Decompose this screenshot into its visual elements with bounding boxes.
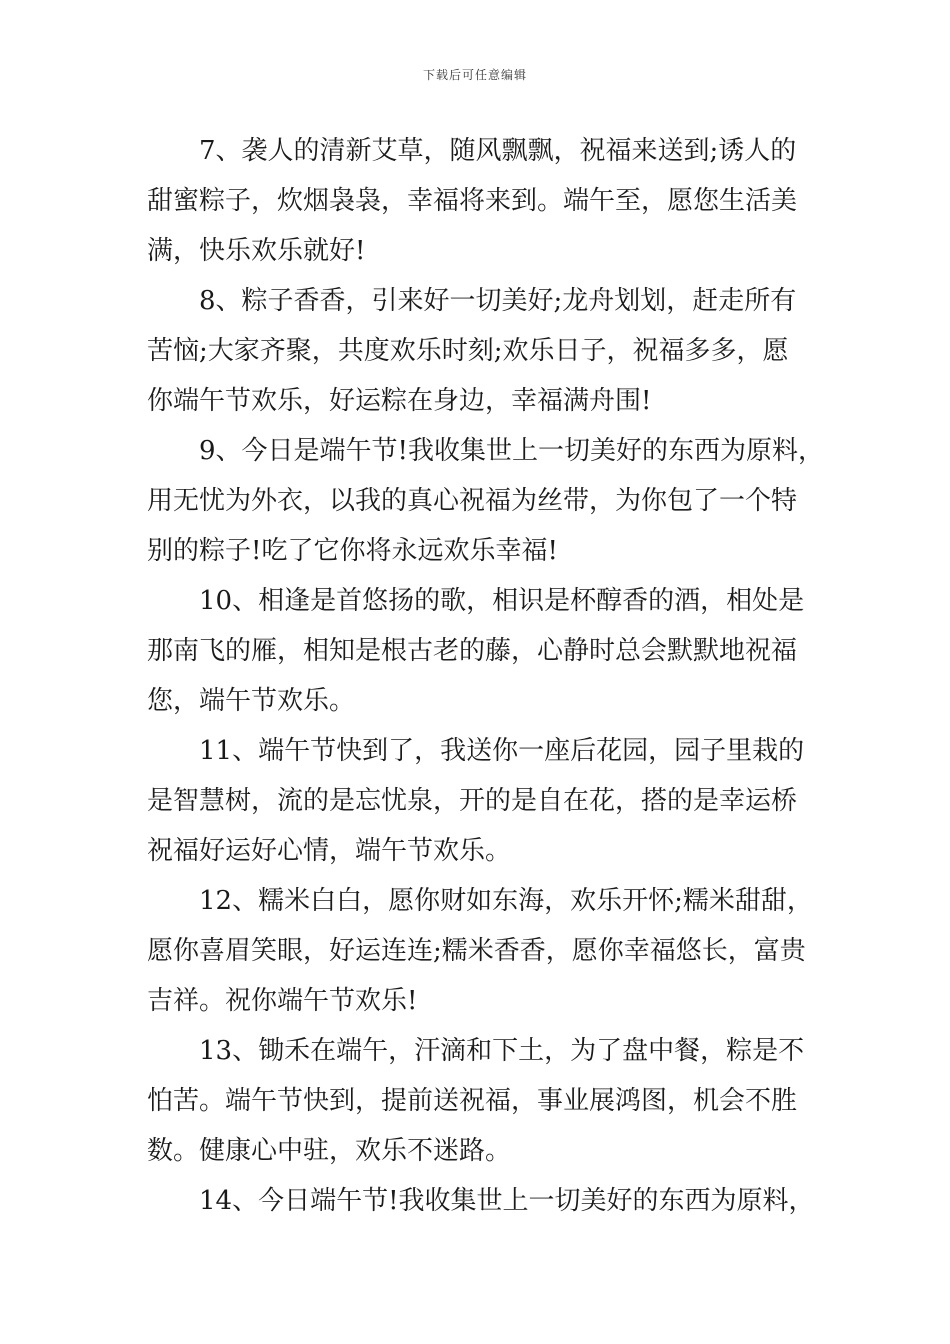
paragraph-8 [147,276,827,426]
page-header: 下载后可任意编辑 [422,68,527,82]
paragraph-13 [147,1026,827,1176]
paragraph-9 [147,426,827,576]
paragraph-7 [147,126,827,276]
paragraph-line: 你端午节欢乐，好运粽在身边，幸福满舟围! [147,386,652,416]
paragraph-line: 怕苦。端午节快到，提前送祝福，事业展鸿图，机会不胜 [147,1086,798,1116]
paragraph-14 [147,1176,827,1226]
paragraph-11 [147,726,827,876]
paragraph-line: 10、相逢是首悠扬的歌，相识是杯醇香的酒，相处是 [199,586,805,616]
paragraph-line: 满，快乐欢乐就好! [147,236,366,266]
paragraph-line: 甜蜜粽子，炊烟袅袅，幸福将来到。端午至，愿您生活美 [147,186,798,216]
paragraph-line: 祝福好运好心情，端午节欢乐。 [147,836,512,866]
paragraph-10 [147,576,827,726]
document-body [147,126,827,1226]
paragraph-line: 吉祥。祝你端午节欢乐! [147,986,418,1016]
paragraph-line: 11、端午节快到了，我送你一座后花园，园子里栽的 [199,736,805,766]
paragraph-line: 那南飞的雁，相知是根古老的藤，心静时总会默默地祝福 [147,636,798,666]
paragraph-line: 数。健康心中驻，欢乐不迷路。 [147,1136,512,1166]
paragraph-line: 8、粽子香香，引来好一切美好;龙舟划划，赶走所有 [199,286,797,316]
paragraph-line: 9、今日是端午节!我收集世上一切美好的东西为原料， [199,436,824,466]
paragraph-line: 14、今日端午节!我收集世上一切美好的东西为原料， [199,1186,815,1216]
paragraph-line: 别的粽子!吃了它你将永远欢乐幸福! [147,536,558,566]
paragraph-line: 愿你喜眉笑眼，好运连连;糯米香香，愿你幸福悠长，富贵 [147,936,806,966]
paragraph-line: 7、袭人的清新艾草，随风飘飘，祝福来送到;诱人的 [199,136,797,166]
paragraph-line: 是智慧树，流的是忘忧泉，开的是自在花，搭的是幸运桥 [147,786,798,816]
paragraph-line: 用无忧为外衣，以我的真心祝福为丝带，为你包了一个特 [147,486,798,516]
paragraph-line: 苦恼;大家齐聚，共度欢乐时刻;欢乐日子，祝福多多，愿 [147,336,789,366]
paragraph-line: 13、锄禾在端午，汗滴和下土，为了盘中餐，粽是不 [199,1036,805,1066]
paragraph-line: 您，端午节欢乐。 [147,686,356,716]
paragraph-12 [147,876,827,1026]
paragraph-line: 12、糯米白白，愿你财如东海，欢乐开怀;糯米甜甜， [199,886,813,916]
